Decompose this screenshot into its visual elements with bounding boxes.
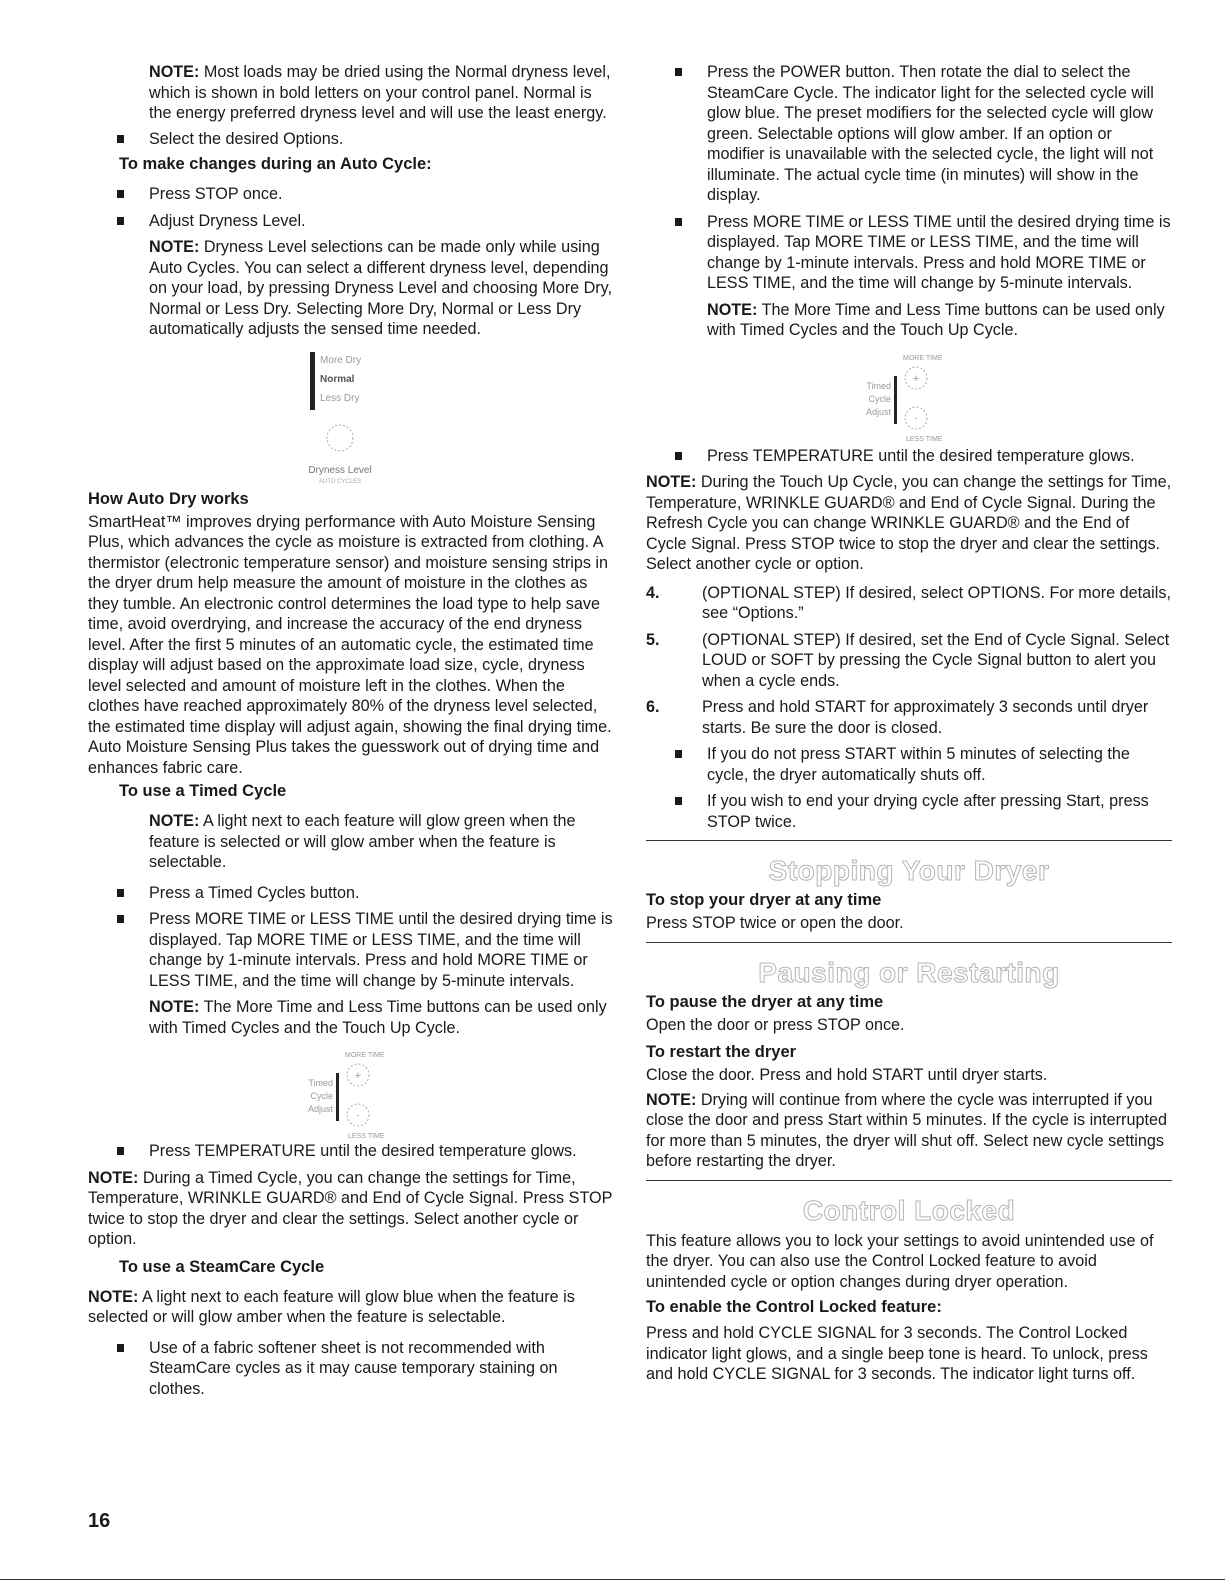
minus-icon: -	[356, 1110, 360, 1120]
bullet-temperature-right: Press TEMPERATURE until the desired temperature glows.	[646, 446, 1172, 467]
less-dry-label: Less Dry	[320, 392, 360, 404]
bullet-more-less-right: Press MORE TIME or LESS TIME until the desired drying time is displayed. Tap MORE TIME or LESS TIME, and the time will change by 1-minute intervals. Press and hold MORE TIME or LESS TIME, and the time will change by 5-minute intervals.	[646, 212, 1172, 294]
note-more-less-right: NOTE: The More Time and Less Time buttons can be used only with Timed Cycles and the Touch Up Cycle.	[707, 300, 1165, 339]
bullet-select-options: Select the desired Options.	[88, 129, 613, 150]
auto-changes-heading: To make changes during an Auto Cycle:	[119, 155, 432, 173]
divider	[646, 1180, 1172, 1181]
bullet-end-cycle: If you wish to end your drying cycle after pressing Start, press STOP twice.	[646, 791, 1172, 832]
bullet-more-less-left: Press MORE TIME or LESS TIME until the desired drying time is displayed. Tap MORE TIME or LESS TIME, and the time will change by 1-minute intervals. Press and hold MORE TIME or LESS TIME, and the time will change by 5-minute intervals.	[88, 909, 613, 991]
control-locked-enable-body: Press and hold CYCLE SIGNAL for 3 seconds. The Control Locked indicator light glows, and a single beep tone is heard. To unlock, press and hold CYCLE SIGNAL for 3 seconds. The indicator light turns off.	[646, 1324, 1148, 1383]
note-timed-settings: NOTE: During a Timed Cycle, you can change the settings for Time, Temperature, WRINKLE GUARD® and End of Cycle Signal. Press STOP twice to stop the dryer and clear the settings. Select another cycle or option.	[88, 1168, 613, 1248]
dryness-caption: Dryness Level	[308, 464, 372, 476]
plus-icon: +	[912, 372, 920, 385]
right-column	[646, 62, 1172, 1385]
normal-label: Normal	[320, 373, 355, 385]
left-column	[88, 62, 613, 1405]
bullet-fabric-softener: Use of a fabric softener sheet is not recommended with SteamCare cycles as it may cause temporary staining on clothes.	[88, 1338, 613, 1400]
note-more-less-left: NOTE: The More Time and Less Time buttons can be used only with Timed Cycles and the Touch Up Cycle.	[149, 998, 607, 1037]
pause-heading: To pause the dryer at any time	[646, 992, 884, 1011]
more-time-label: MORE TIME	[903, 354, 943, 362]
section-title-control-locked: Control Locked	[802, 1194, 1016, 1226]
cycle-label: Cycle	[310, 1091, 333, 1101]
plus-icon: +	[354, 1070, 362, 1082]
restart-body: Close the door. Press and hold START until dryer starts.	[646, 1066, 1048, 1084]
bullet-press-stop: Press STOP once.	[88, 184, 613, 205]
bullet-start-5min: If you do not press START within 5 minutes of selecting the cycle, the dryer automatically shuts off.	[646, 744, 1172, 785]
timed-cycle-heading: To use a Timed Cycle	[119, 782, 287, 800]
note-dryness-level: NOTE: Dryness Level selections can be made only while using Auto Cycles. You can select a different dryness level, depending on your load, by pressing Dryness Level and choosing More Dry, Normal or Less Dry. Selecting More Dry, Normal or Less Dry automatically adjusts the sensed time needed.	[149, 238, 613, 338]
page-number: 16	[88, 1510, 111, 1532]
dryness-level-figure	[298, 346, 438, 486]
note-normal-dryness: NOTE: Most loads may be dried using the Normal dryness level, which is shown in bold letters on your control panel. Normal is the energy preferred dryness level and will use the least energy.	[149, 63, 611, 122]
pause-body: Open the door or press STOP once.	[646, 1015, 905, 1034]
dryness-sub-caption: AUTO CYCLES	[318, 478, 362, 485]
divider	[646, 942, 1172, 943]
note-touch-up-settings: NOTE: During the Touch Up Cycle, you can change the settings for Time, Temperature, WRINKLE GUARD® and End of Cycle Signal. During the Refresh Cycle you can change WRINKLE GUARD® and the End of Cycle Signal. Press STOP twice to stop the dryer and clear the settings. Select another cycle or option.	[646, 473, 1172, 573]
bottom-rule	[0, 1579, 1225, 1580]
restart-heading: To restart the dryer	[646, 1043, 797, 1061]
note-timed-light: NOTE: A light next to each feature will glow green when the feature is selected or will glow amber when the feature is selectable.	[149, 812, 576, 871]
step-4: 4. (OPTIONAL STEP) If desired, select OPTIONS. For more details, see “Options.”	[646, 583, 1171, 622]
step-6: 6. Press and hold START for approximately 3 seconds until dryer starts. Be sure the door is closed.	[646, 698, 1149, 737]
more-time-label: MORE TIME	[345, 1052, 385, 1059]
less-time-label: LESS TIME	[906, 435, 943, 443]
adjust-label: Adjust	[307, 1104, 333, 1114]
restart-note: NOTE: Drying will continue from where the cycle was interrupted if you close the door and press Start within 5 minutes. If the cycle is interrupted for more than 5 minutes, the dryer will shut off. Select new cycle settings before restarting the dryer.	[646, 1090, 1167, 1170]
how-auto-dry-heading: How Auto Dry works	[88, 489, 249, 508]
minus-icon: -	[914, 412, 918, 423]
stop-heading: To stop your dryer at any time	[646, 891, 882, 909]
more-dry-label: More Dry	[320, 354, 362, 366]
adjust-label: Adjust	[865, 406, 891, 417]
bullet-timed-button: Press a Timed Cycles button.	[88, 883, 613, 904]
how-auto-dry-body: SmartHeat™ improves drying performance with Auto Moisture Sensing Plus, which advances the cycle as moisture is extracted from clothing. A thermistor (electronic temperature sensor) and moisture sensing strips in the dryer drum help measure the amount of moisture in the clothes as they tumble. An electronic control determines the load type to help save time, avoid overdrying, and increase the accuracy of the end dryness level. After the first 5 minutes of an automatic cycle, the estimated time display will adjust based on the approximate load size, cycle, dryness level selected and amount of moisture left in the clothes. When the clothes have reached approximately 80% of the dryness level selected, the estimated time display will adjust again, showing the final drying time. Auto Moisture Sensing Plus takes the guesswork out of drying time and enhances fabric care.	[88, 512, 612, 777]
note-steam-light: NOTE: A light next to each feature will glow blue when the feature is selected or will glow amber when the feature is selectable.	[88, 1287, 575, 1326]
time-adjust-figure-left	[288, 1043, 398, 1141]
dryness-button-icon	[327, 425, 353, 451]
cycle-label: Cycle	[868, 393, 891, 404]
timed-label: Timed	[308, 1078, 333, 1088]
stop-body: Press STOP twice or open the door.	[646, 914, 904, 932]
less-time-label: LESS TIME	[348, 1133, 385, 1140]
step-5: 5. (OPTIONAL STEP) If desired, set the End of Cycle Signal. Select LOUD or SOFT by pressing the Cycle Signal button to alert you when a cycle ends.	[646, 630, 1170, 690]
bullet-temperature-left: Press TEMPERATURE until the desired temperature glows.	[88, 1141, 613, 1162]
bullet-power: Press the POWER button. Then rotate the dial to select the SteamCare Cycle. The indicator light for the selected cycle will glow blue. The preset modifiers for the selected cycle will glow green. Selectable options will glow amber. If an option or modifier is unavailable with the selected cycle, the light will not illuminate. The actual cycle time (in minutes) will show in the display.	[646, 62, 1172, 206]
control-locked-body: This feature allows you to lock your settings to avoid unintended use of the dryer. You can also use the Control Locked feature to avoid unintended cycle or option changes during dryer operation.	[646, 1231, 1154, 1291]
steamcare-heading: To use a SteamCare Cycle	[119, 1257, 325, 1276]
timed-label: Timed	[866, 380, 891, 391]
bullet-adjust-dryness: Adjust Dryness Level.	[88, 211, 613, 232]
section-title-pausing: Pausing or Restarting	[758, 956, 1060, 988]
control-locked-heading: To enable the Control Locked feature:	[646, 1298, 942, 1316]
divider	[646, 840, 1172, 841]
time-adjust-figure-right	[846, 346, 956, 444]
section-title-stopping: Stopping Your Dryer	[768, 855, 1050, 886]
